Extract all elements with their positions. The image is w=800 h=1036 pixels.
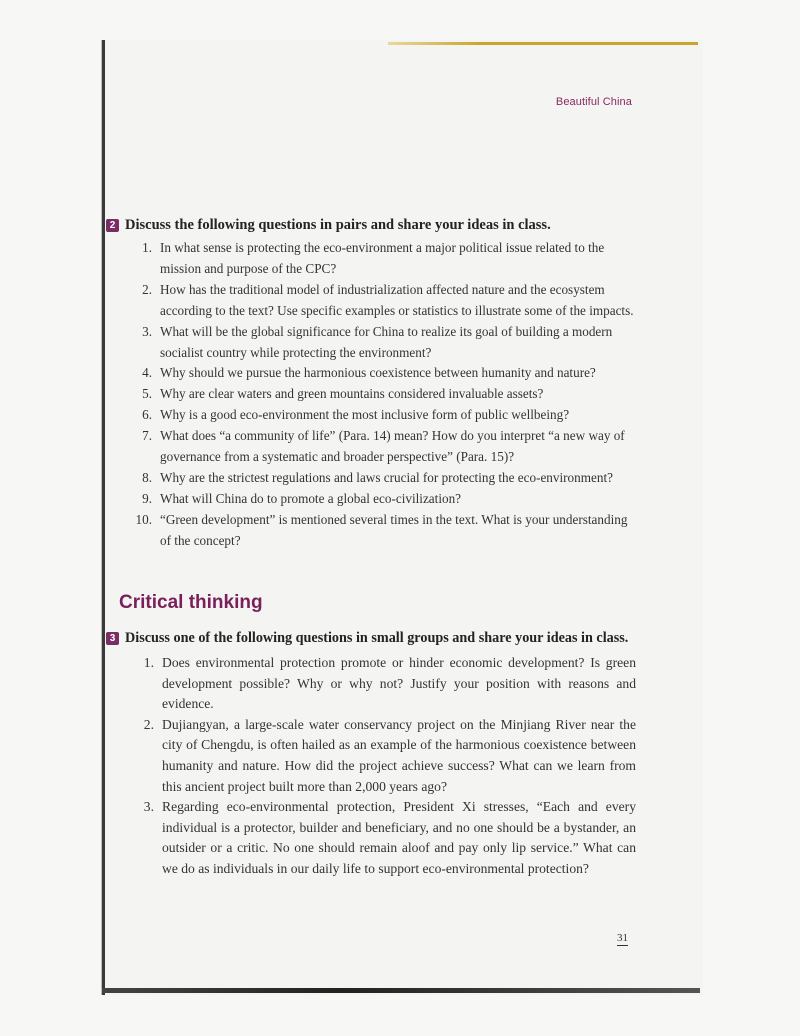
exercise-2-instruction <box>106 217 636 234</box>
question-number: 8. <box>142 469 152 485</box>
question-text: What will China do to promote a global eco-civilization? <box>160 490 462 506</box>
question-number: 6. <box>142 407 152 423</box>
exercise-number-badge: 2 <box>106 219 119 232</box>
page-number: 31 <box>617 932 628 944</box>
question-item <box>106 363 636 384</box>
instruction-text: Discuss the following questions in pairs and share your ideas in class. <box>125 217 551 233</box>
question-item <box>106 653 636 715</box>
exercise-3 <box>106 630 636 880</box>
question-text: Why is a good eco-environment the most inclusive form of public wellbeing? <box>160 407 570 423</box>
question-text: Does environmental protection promote or hinder economic development? Is green development possible? Why or why not? Justify your position with reasons and evidence. <box>162 655 636 712</box>
question-text: What will be the global significance for China to realize its goal of building a modern socialist country while protecting the environment? <box>160 323 613 360</box>
question-text: Why should we pursue the harmonious coexistence between humanity and nature? <box>160 365 596 381</box>
question-item <box>106 384 636 405</box>
question-number: 4. <box>142 365 152 381</box>
exercise-2 <box>106 217 636 552</box>
question-item <box>106 238 636 280</box>
header-rule <box>388 42 698 45</box>
exercise-number-badge: 3 <box>106 632 119 645</box>
question-item <box>106 426 636 468</box>
question-number: 7. <box>142 428 152 444</box>
question-text: What does “a community of life” (Para. 14) mean? How do you interpret “a new way of governance from a systematic and broader perspective” (Para. 15)? <box>160 428 625 465</box>
question-number: 10. <box>135 511 152 527</box>
question-text: Why are clear waters and green mountains considered invaluable assets? <box>160 386 544 402</box>
question-text: Dujiangyan, a large-scale water conservancy project on the Minjiang River near the city of Chengdu, is often hailed as an example of the harmonious coexistence between humanity and nature. How did the project achieve success? What can we learn from this ancient project built more than 2,000 years ago? <box>162 716 636 794</box>
question-text: Why are the strictest regulations and laws crucial for protecting the eco-environment? <box>160 469 613 485</box>
question-number: 9. <box>142 490 152 506</box>
question-text: How has the traditional model of industrialization affected nature and the ecosystem according to the text? Use specific examples or statistics to illustrate some of the impacts. <box>160 281 634 318</box>
question-item <box>106 322 636 364</box>
question-number: 2. <box>143 716 154 732</box>
question-item <box>106 468 636 489</box>
exercise-3-instruction <box>106 630 636 647</box>
question-item <box>106 510 636 552</box>
running-head: Beautiful China <box>555 96 632 108</box>
question-item <box>106 715 636 797</box>
instruction-text: Discuss one of the following questions in small groups and share your ideas in class. <box>125 630 629 646</box>
section-heading: Critical thinking <box>119 592 263 613</box>
question-text: “Green development” is mentioned several times in the text. What is your understanding of the concept? <box>160 511 628 548</box>
question-number: 2. <box>142 281 152 297</box>
question-number: 3. <box>143 799 154 815</box>
question-item <box>106 280 636 322</box>
question-text: In what sense is protecting the eco-environment a major political issue related to the mission and purpose of the CPC? <box>160 240 605 276</box>
question-item <box>106 405 636 426</box>
question-number: 1. <box>142 240 152 255</box>
question-number: 1. <box>143 655 154 670</box>
question-text: Regarding eco-environmental protection, President Xi stresses, “Each and every individual is a protector, builder and beneficiary, and no one should be a bystander, an outsider or a critic. No one should remain aloof and pay only lip service.” What can we do as individuals in our daily life to support eco-environmental protection? <box>162 799 636 876</box>
question-item <box>106 797 636 879</box>
question-number: 3. <box>142 323 152 339</box>
footer-rule <box>102 988 700 993</box>
question-list <box>106 653 636 880</box>
question-item <box>106 489 636 510</box>
question-list <box>106 238 636 552</box>
question-number: 5. <box>142 386 152 402</box>
